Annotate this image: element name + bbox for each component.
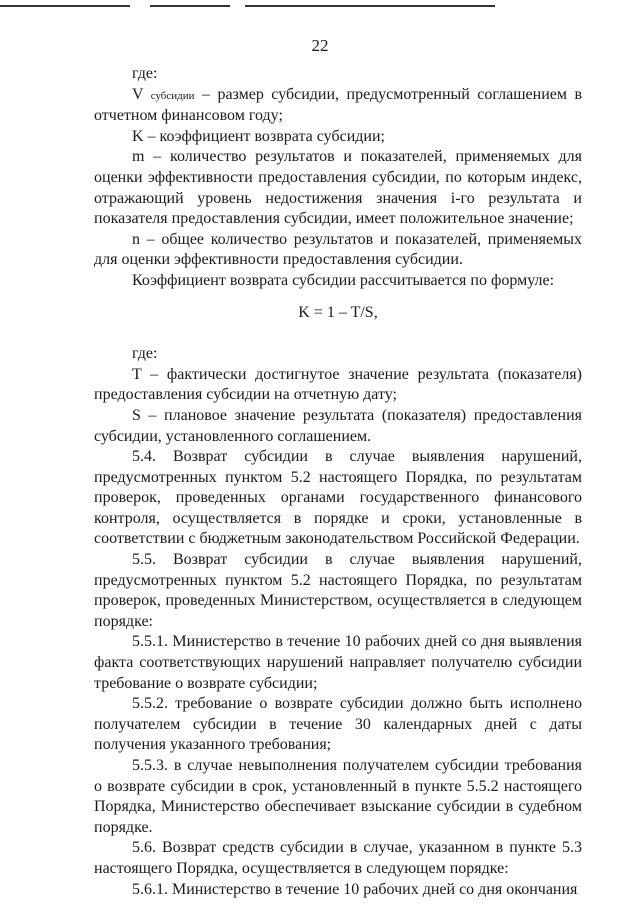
formula: K = 1 – T/S,	[298, 303, 378, 321]
clause-5-5: 5.5. Возврат субсидии в случае выявления нарушений, предусмотренных пунктом 5.2 настоящего Порядка, по результатам проверок, проведенных Министерством, осуществляется в следующем порядке:	[94, 551, 582, 630]
clause-5-5-3: 5.5.3. в случае невыполнения получателем субсидии требования о возврате субсидии в срок, установленный в пункте 5.5.2 настоящего Порядка, Министерство обеспечивает взыскание субсидии в судебном порядке.	[94, 757, 582, 836]
top-border-line	[0, 5, 130, 7]
paragraph-formula-intro: Коэффициент возврата субсидии рассчитывается по формуле:	[132, 271, 555, 289]
paragraph-v-definition	[94, 85, 582, 127]
symbol-v-subscript: субсидии	[150, 89, 195, 102]
clause-5-5-1: 5.5.1. Министерство в течение 10 рабочих дней со дня выявления факта соответствующих нарушений направляет получателю субсидии требование о возврате субсидии;	[94, 633, 582, 692]
paragraph-k-definition: K – коэффициент возврата субсидии;	[132, 127, 385, 145]
clause-5-4: 5.4. Возврат субсидии в случае выявления нарушений, предусмотренных пунктом 5.2 настоящего Порядка, по результатам проверок, проведенных органами государственного финансового контроля, осуществляется в порядке и сроки, установленные в соответствии с бюджетным законодательством Российской Федерации.	[94, 448, 582, 548]
page-number: 22	[311, 36, 329, 55]
v-definition-text: – размер субсидии, предусмотренный соглашением в отчетном финансовом году;	[94, 85, 582, 125]
paragraph-t-definition: T – фактически достигнутое значение результата (показателя) предоставления субсидии на отчетную дату;	[94, 365, 582, 404]
clause-5-5-2: 5.5.2. требование о возврате субсидии должно быть исполнено получателем субсидии в течение 30 календарных дней с даты получения указанного требования;	[94, 695, 582, 754]
paragraph-m-definition: m – количество результатов и показателей, применяемых для оценки эффективности предоставления субсидии, по которым индекс, отражающий уровень недостижения значения i-го результата и показателя предоставления субсидии, имеет положительное значение;	[94, 148, 582, 228]
symbol-v: V	[132, 85, 144, 103]
top-border-line	[150, 5, 230, 7]
clause-5-6-1: 5.6.1. Министерство в течение 10 рабочих дней со дня окончания	[132, 880, 578, 898]
paragraph-where: где:	[132, 345, 158, 363]
paragraph-where: где:	[132, 65, 158, 82]
top-border-line	[245, 5, 495, 7]
paragraph-n-definition: n – общее количество результатов и показателей, применяемых для оценки эффективности предоставления субсидии.	[94, 230, 582, 269]
document-body	[94, 64, 582, 900]
paragraph-s-definition: S – плановое значение результата (показателя) предоставления субсидии, установленного соглашением.	[94, 406, 582, 445]
clause-5-6: 5.6. Возврат средств субсидии в случае, указанном в пункте 5.3 настоящего Порядка, осуществляется в следующем порядке:	[94, 839, 582, 877]
